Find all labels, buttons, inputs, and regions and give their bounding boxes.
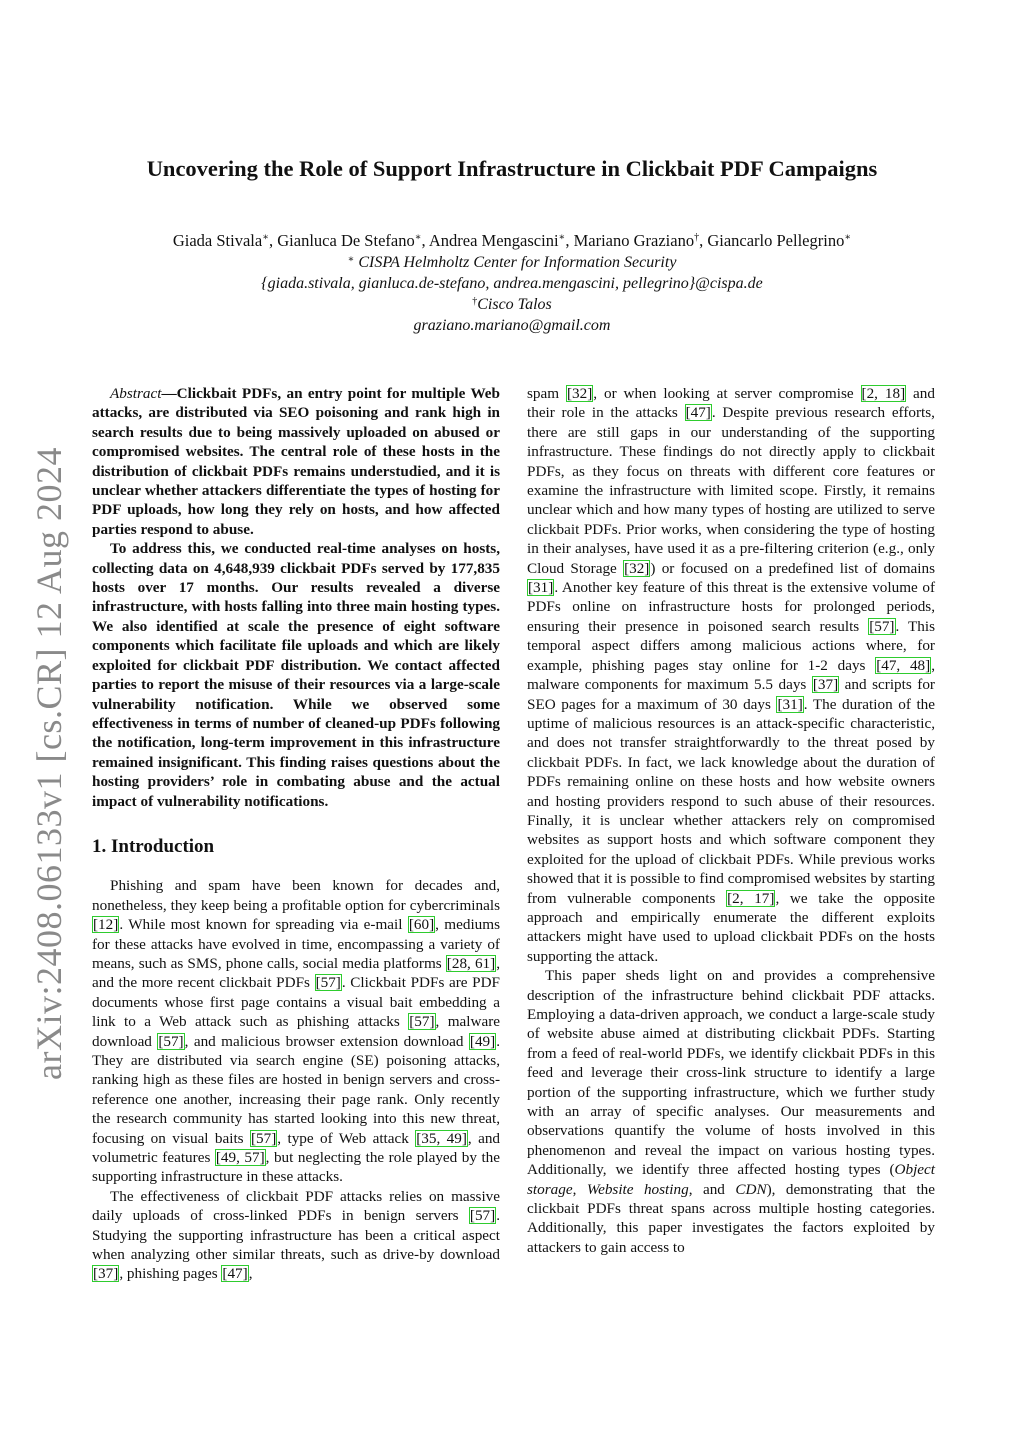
right-column [527,384,935,1257]
affiliation-cisco [0,294,1024,315]
citation-link[interactable]: [57] [315,974,341,992]
arxiv-identifier: arXiv:2408.06133v1 [cs.CR] 12 Aug 2024 [29,447,69,1080]
citation-link[interactable]: [2, 18] [861,385,906,402]
body-text: , [572,1180,587,1198]
abstract-paragraph-1 [92,384,500,539]
affiliation-mark: ∗ [414,232,422,243]
emphasized-term: Object storage [527,1161,935,1198]
body-text: , [248,1265,253,1283]
citation-link[interactable]: [37] [812,676,839,694]
citation-link[interactable]: [28, 61] [446,954,496,972]
author-name: Mariano Graziano [573,231,695,250]
affiliation-name: Cisco Talos [477,296,552,313]
body-text: ), demonstrating that the clickbait PDFs threat spans across multiple hosting categories. Additionally, this paper investigates the factors exploited by attackers to gain access to [527,1180,936,1256]
body-text: . Another key feature of this threat is the extensive volume of PDFs online on infrastructure hosts for prolonged periods, ensuring their presence in poisoned search results [527,579,935,635]
body-text: , or when looking at server compromise [593,385,861,402]
body-text: , and the more recent clickbait PDFs [92,954,500,992]
citation-link[interactable]: [47, 48] [876,656,931,674]
body-text: , phishing pages [119,1265,222,1283]
citation-link[interactable]: [2, 17] [727,889,775,907]
body-text: Phishing and spam have been known for decades and, nonetheless, they keep being a profitable option for cybercriminals [92,877,500,914]
citation-link[interactable]: [49, 57] [215,1149,265,1167]
body-text: ) or focused on a predefined list of domains [650,559,935,577]
cispa-emails: {giada.stivala, gianluca.de-stefano, andrea.mengascini, pellegrino}@cispa.de [261,275,763,292]
body-text: , we take the opposite approach and empirically enumerate the different exploits attackers might have used to upload clickbait PDFs on the hosts supporting the attack. [527,889,935,965]
citation-link[interactable]: [12] [93,916,119,934]
body-text: and scripts for SEO pages for a maximum of 30 days [527,676,935,713]
body-text: The effectiveness of clickbait PDF attacks relies on massive daily uploads of cross-linked PDFs in benign servers [92,1187,500,1225]
intro-paragraph-1 [92,876,500,1187]
emphasized-term: CDN [735,1180,767,1198]
author-block [0,230,1024,336]
citation-link[interactable]: [57] [158,1032,184,1050]
body-text: . They are distributed via search engine (SE) poisoning attacks, ranking high as these files are hosted in benign servers and cross-reference one another, increasing their page rank. Only recently the research community has started looking into this new threat, focusing on visual baits [92,1032,500,1147]
body-text: , and malicious browser extension download [184,1032,469,1050]
author-name: Andrea Mengascini [428,231,559,250]
citation-link[interactable]: [35, 49] [416,1129,467,1147]
citation-link[interactable]: [32] [624,559,650,577]
intro-paragraph-2-continued [527,384,935,966]
citation-link[interactable]: [47] [222,1265,248,1283]
cisco-email: graziano.mariano@gmail.com [413,317,611,334]
body-text: , mediums for these attacks have evolved in time, encompassing a variety of means, such as SMS, phone calls, social media platforms [92,916,500,972]
body-text: , and volumetric features [92,1129,501,1167]
emphasized-term: Website hosting [586,1180,689,1198]
affiliation-cispa [0,252,1024,273]
body-text: . While most known for spreading via e-mail [119,916,408,934]
body-text: . This temporal aspect differs among malicious actions where, for example, phishing pages stay online for 1-2 days [527,617,935,674]
author-name: Gianluca De Stefano [277,231,415,250]
body-text: . Clickbait PDFs are PDF documents whose first page contains a visual bait embedding a link to a Web attack such as phishing attacks [92,974,500,1031]
abstract-label: Abstract [110,385,162,402]
affiliation-mark: ∗ [347,254,355,265]
body-text: , type of Web attack [277,1129,416,1147]
intro-paragraph-2 [92,1187,500,1284]
body-text: . Studying the supporting infrastructure has been a critical aspect when analyzing other similar threats, such as drive-by download [92,1207,500,1264]
author-list: Giada Stivala∗, Gianluca De Stefano∗, Andrea Mengascini∗, Mariano Graziano†, Giancarlo Pellegrino∗ [172,231,852,250]
affiliation-mark: ∗ [844,232,852,243]
abstract-paragraph-2: To address this, we conducted real-time analyses on hosts, collecting data on 4,648,939 clickbait PDFs served by 177,835 hosts over 17 months. Our results revealed a diverse infrastructure, with hosts falling into three main hosting types. We also identified at scale the presence of eight software components which facilitate file uploads and which are likely exploited for clickbait PDF distribution. We contact affected parties to report the misuse of their resources via a large-scale vulnerability notification. While we observed some effectiveness in terms of number of cleaned-up PDFs following the notification, long-term improvement in this infrastructure remained insignificant. This finding raises questions about the hosting providers’ role in combating abuse and the actual impact of vulnerability notifications. [92,540,500,810]
abstract-text: —Clickbait PDFs, an entry point for multiple Web attacks, are distributed via SEO poisoning and rank high in search results due to being massively uploaded on abused or compromised websites. The central role of these hosts in the distribution of clickbait PDFs remains understudied, and it is unclear whether attackers differentiate the types of hosting for PDF uploads, how long they rely on hosts, and how affected parties respond to abuse. [92,385,500,538]
body-text: This paper sheds light on and provides a comprehensive description of the infrastructure behind clickbait PDF attacks. Employing a data-driven approach, we conduct a large-scale study of website abuse aimed at distributing clickbait PDFs. Starting from a feed of real-world PDFs, we identify clickbait PDFs in this feed and leverage their cross-link structure to identify a large portion of the supporting infrastructure, which we further study with an array of specific analyses. Our measurements and observations quantify the volume of hosts involved in this phenomenon and reveal the impact on various hosting types. Additionally, we identify three affected hosting types ( [527,967,935,1179]
intro-paragraph-3 [527,966,935,1257]
citation-link[interactable]: [57] [869,617,895,635]
left-column [92,384,500,1284]
affiliation-mark: ∗ [262,232,270,243]
author-name: Giancarlo Pellegrino [707,231,845,250]
body-text: and their role in the attacks [527,385,935,422]
citation-link[interactable]: [31] [777,695,803,713]
citation-link[interactable]: [57] [250,1129,277,1147]
affiliation-mark: † [472,296,478,307]
body-text: . Despite previous research efforts, there are still gaps in our understanding of the supporting infrastructure. These findings do not directly apply to clickbait PDFs, as they focus on threats with different core features or examine the infrastructure with limited scope. Firstly, it remains unclear which and how many types of hosting are utilized to serve clickbait PDFs. Prior works, when considering the type of hosting in their analyses, have used it as a pre-filtering criterion (e.g., only Cloud Storage [527,404,935,577]
body-text: , malware download [92,1013,500,1050]
affiliation-mark: † [694,232,700,243]
affiliation-name: CISPA Helmholtz Center for Information Security [358,254,677,271]
citation-link[interactable]: [37] [93,1265,119,1283]
citation-link[interactable]: [47] [685,404,711,422]
body-text: , and [688,1180,736,1198]
affiliation-mark: ∗ [558,232,566,243]
citation-link[interactable]: [49] [469,1032,496,1050]
body-text: spam [527,385,566,402]
citation-link[interactable]: [60] [408,916,435,934]
body-text: , but neglecting the role played by the supporting infrastructure in these attacks. [92,1149,500,1186]
citation-link[interactable]: [57] [409,1013,435,1031]
citation-link[interactable]: [31] [528,579,554,597]
author-name: Giada Stivala [172,231,263,250]
citation-link[interactable]: [32] [566,385,593,402]
section-heading-introduction: 1. Introduction [92,835,215,857]
body-text: , malware components for maximum 5.5 days [527,656,935,694]
citation-link[interactable]: [57] [469,1207,496,1225]
paper-title: Uncovering the Role of Support Infrastructure in Clickbait PDF Campaigns [146,156,878,181]
body-text: . The duration of the uptime of malicious resources is an attack-specific characteristic, and does not transfer straightforwardly to the threat posed by clickbait PDFs. In fact, we lack knowledge about the duration of PDFs remaining online on these hosts and how website owners and hosting providers respond to such abuse of their resources. Finally, it is unclear whether attackers rely on compromised websites as support hosts and which software component they exploited for the upload of clickbait PDFs. While previous works showed that it is possible to find compromised websites by starting from vulnerable components [527,695,935,907]
